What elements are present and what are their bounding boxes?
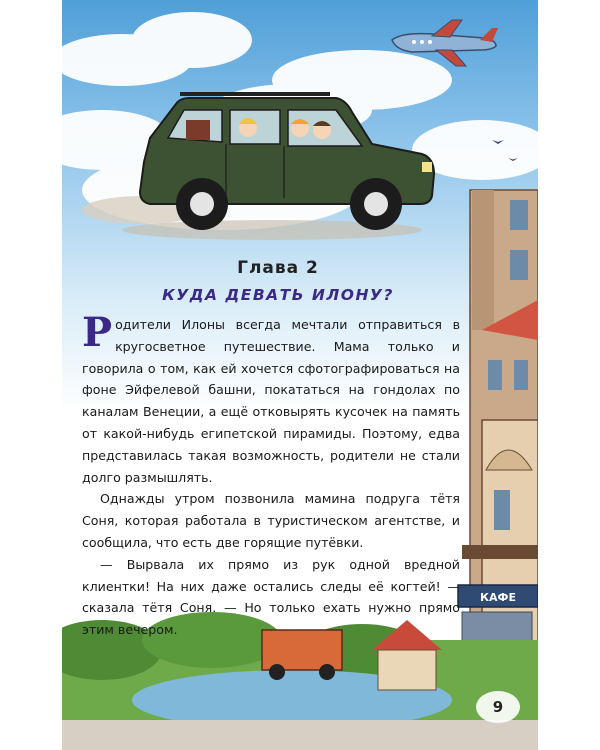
paragraph-3: — Вырвала их прямо из рук одной вредной клиентки! На них даже остались следы её когтей! — сказала тётя Соня. — Но только ехать нужно прямо этим вечером. [82,556,460,638]
chapter-number: Глава 2 [237,258,319,278]
paragraph-1 [82,309,460,488]
chapter-text [82,258,460,641]
paragraph-2: Однажды утром позвонила мамина подруга тётя Соня, которая работала в туристическом агентстве, и сообщила, что есть две горящие путёвки. [82,491,460,550]
cafe-sign: КАФЕ [480,591,516,604]
drop-cap: Р [82,309,113,356]
paragraph-1-text: одители Илоны всегда мечтали отправиться в кругосветное путешествие. Мама только и говорила о том, как ей хочется сфотографироваться на фоне Эйфелевой башни, покататься на гондолах по каналам Венеции, а ещё отковырять кусочек на память от какой-нибудь египетской пирамиды. Поэтому, едва представилась такая возможность, родители не стали долго размышлять. [82,317,460,485]
chapter-title: КУДА ДЕВАТЬ ИЛОНУ? [162,286,394,304]
book-page [62,0,538,750]
town-buildings [458,190,538,692]
page-number: 9 [492,698,504,716]
